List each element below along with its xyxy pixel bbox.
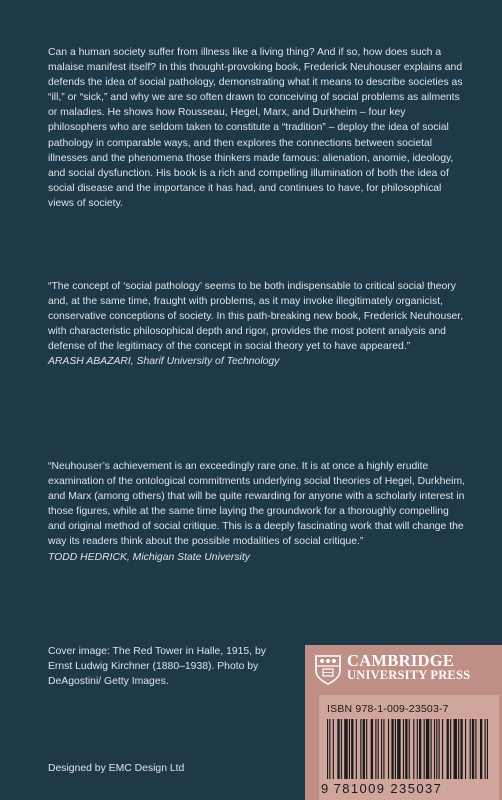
barcode-bar	[337, 719, 339, 779]
isbn-label: ISBN 978-1-009-23503-7	[327, 703, 449, 715]
quote-attribution: ARASH ABAZARI, Sharif University of Technology	[48, 356, 280, 368]
barcode-bar	[366, 719, 367, 779]
barcode-bar	[434, 719, 435, 779]
barcode-bar	[333, 719, 334, 779]
barcode-bar	[417, 719, 418, 779]
barcode-bar	[371, 719, 373, 779]
barcode-bar	[472, 719, 474, 779]
barcode-bar	[391, 719, 393, 779]
barcode-bar	[349, 719, 350, 779]
barcode-bar	[388, 719, 389, 779]
barcode-bars	[325, 719, 495, 781]
barcode-bar	[378, 719, 379, 779]
barcode-bar	[360, 719, 361, 779]
barcode-bar	[395, 719, 396, 779]
barcode-bar	[475, 719, 476, 779]
barcode-bar	[431, 719, 432, 779]
barcode-bar	[470, 719, 471, 779]
barcode-bar	[363, 719, 365, 779]
barcode-bar	[450, 719, 451, 779]
barcode-bar	[424, 719, 425, 779]
barcode-bar	[329, 719, 330, 779]
book-blurb: Can a human society suffer from illness like a living thing? And if so, how does such a malaise manifest itself? In this thought-provoking book, Frederick Neuhouser explains and defends the idea of social pathology, demonstrating what it means to describe societies as “ill,” or “sick,” and why we are so often drawn to conceiving of social problems as ailments or maladies. He shows how Rousseau, Hegel, Marx, and Durkheim – four key philosophers who are seldom taken to constitute a “tradition” – deploy the idea of social pathology in comparable ways, and then explores the connections between societal illnesses and the phenomena those thinkers made famous: alienation, anomie, ideology, and social dysfunction. His book is a rich and compelling illumination of both the idea of social disease and the importance it has had, and continues to have, for philosophical views of society.	[48, 47, 463, 209]
barcode-digits	[321, 781, 442, 796]
barcode-block	[319, 695, 499, 800]
barcode-bar	[413, 719, 414, 779]
barcode-bar	[480, 719, 482, 779]
barcode-bar	[351, 719, 353, 779]
publisher-name-line1: CAMBRIDGE	[347, 651, 455, 670]
barcode-bar	[487, 719, 488, 779]
barcode-bar	[356, 719, 357, 779]
cambridge-crest-icon	[315, 655, 341, 685]
barcode-bar	[327, 719, 328, 779]
barcode-bar	[383, 719, 384, 779]
barcode-digit-first: 9	[321, 781, 330, 796]
barcode-bar	[458, 719, 459, 779]
barcode-bar	[465, 719, 466, 779]
barcode-bar	[442, 719, 443, 779]
quote-attribution: TODD HEDRICK, Michigan State University	[48, 551, 250, 563]
barcode-bar	[439, 719, 440, 779]
barcode-bar	[381, 719, 382, 779]
barcode-bar	[397, 719, 400, 779]
barcode-bar	[341, 719, 342, 779]
barcode-bar	[447, 719, 449, 779]
barcode-bar	[419, 719, 421, 779]
barcode-bar	[436, 719, 437, 779]
barcode-bar	[409, 719, 410, 779]
cover-image-credit: Cover image: The Red Tower in Halle, 1915, by Ernst Ludwig Kirchner (1880–1938). Photo by DeAgostini/ Getty Images.	[48, 646, 266, 688]
publisher-name-line2: UNIVERSITY PRESS	[347, 668, 471, 682]
publisher-panel	[305, 645, 502, 800]
barcode-digits-rest: 781009 235037	[333, 781, 443, 796]
barcode-bar	[403, 719, 404, 779]
designer-credit: Designed by EMC Design Ltd	[48, 763, 185, 774]
barcode-bar	[454, 719, 457, 779]
barcode-bar	[460, 719, 462, 779]
quote-text: “Neuhouser’s achievement is an exceedingly rare one. It is at once a highly erudite examination of the ontological commitments underlying social theories of Hegel, Durkheim, and Marx (among others) that will be quite rewarding for anyone with a scholarly interest in those figures, while at the same time laying the groundwork for a thoroughly compelling and original method of social critique. This is a deeply fascinating work that will change the way its readers think about the possible modalities of social critique.”	[48, 461, 465, 548]
endorsement-quote-1	[48, 279, 468, 370]
endorsement-quote-2	[48, 459, 468, 565]
barcode-bar	[375, 719, 376, 779]
publisher-name	[347, 653, 470, 683]
barcode-bar	[405, 719, 407, 779]
barcode-bar	[344, 719, 347, 779]
barcode-bar	[485, 719, 486, 779]
barcode-bar	[426, 719, 429, 779]
quote-text: “The concept of ‘social pathology’ seems to be both indispensable to critical social theory and, at the same time, fraught with problems, as it may invoke illegitimately organicist, conservative conceptions of society. In this path-breaking new book, Frederick Neuhouser, with characteristic philosophical depth and rigor, provides the most potent analysis and defense of the legitimacy of the concept in social theory yet to have appeared.”	[48, 281, 464, 353]
